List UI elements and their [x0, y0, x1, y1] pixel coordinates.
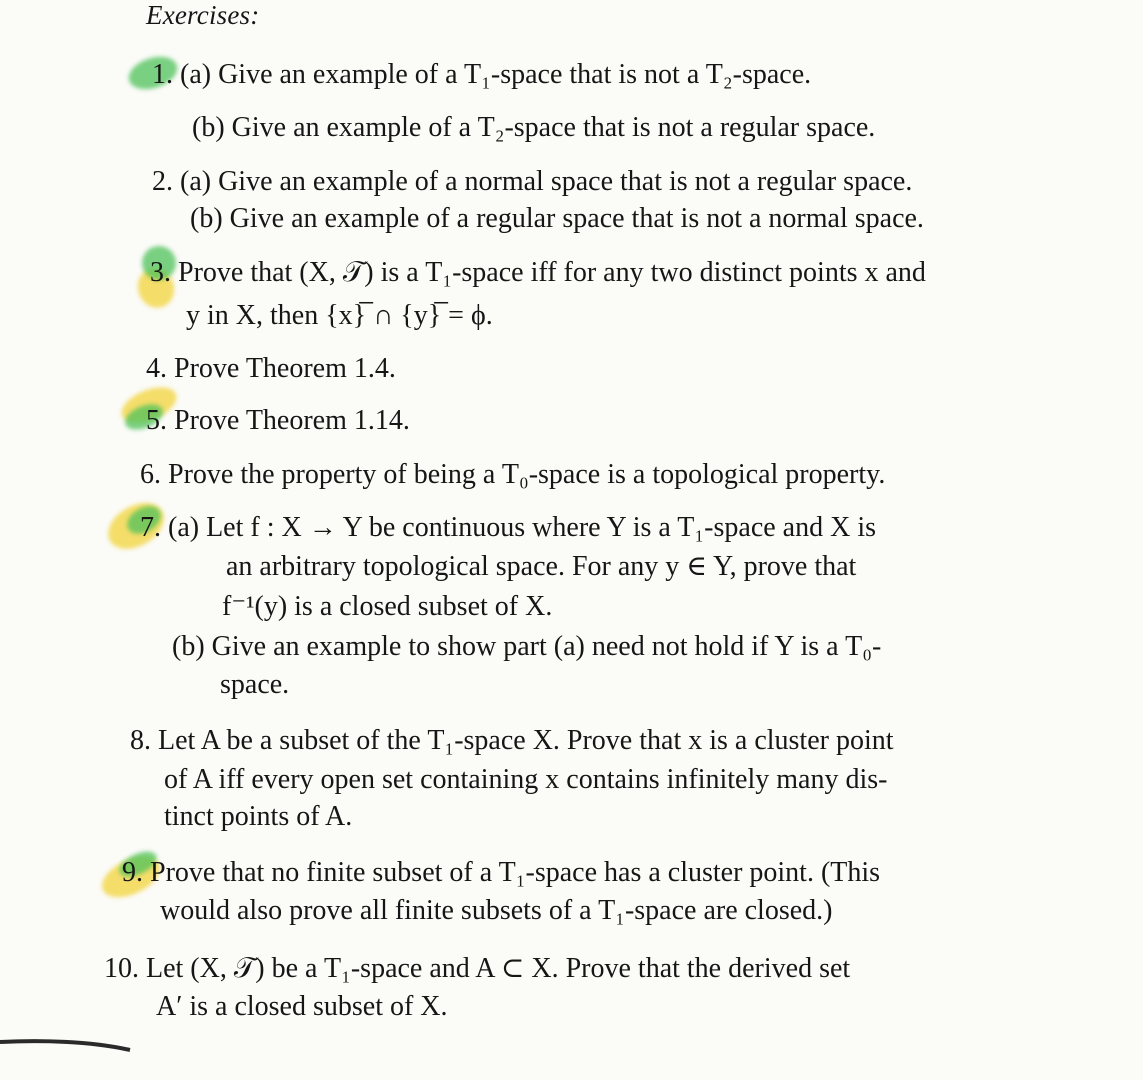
exercise-8c: tinct points of A. [164, 801, 353, 832]
exercise-7d: (b) Give an example to show part (a) need not hold if Y is a T₀- [172, 631, 882, 662]
section-heading: Exercises: [146, 0, 260, 30]
exercise-3a: 3. Prove that (X, 𝒯) is a T₁-space iff for any two distinct points x and [150, 257, 926, 288]
exercise-5: 5. Prove Theorem 1.14. [146, 405, 410, 436]
exercise-10b: A′ is a closed subset of X. [156, 991, 448, 1022]
exercise-10a: 10. Let (X, 𝒯) be a T₁-space and A ⊂ X. Prove that the derived set [104, 953, 851, 984]
exercise-4: 4. Prove Theorem 1.4. [146, 353, 396, 384]
exercise-7e: space. [220, 669, 290, 700]
exercise-2b: (b) Give an example of a regular space that is not a normal space. [190, 203, 924, 234]
exercise-9b: would also prove all finite subsets of a T₁-space are closed.) [160, 895, 833, 926]
exercise-1a: 1. (a) Give an example of a T₁-space that is not a T₂-space. [152, 59, 812, 90]
exercise-8a: 8. Let A be a subset of the T₁-space X. Prove that x is a cluster point [130, 725, 894, 756]
exercise-6: 6. Prove the property of being a T₀-space is a topological property. [140, 459, 886, 490]
exercise-9a: 9. Prove that no finite subset of a T₁-space has a cluster point. (This [122, 857, 881, 888]
exercise-1b: (b) Give an example of a T₂-space that is not a regular space. [192, 112, 876, 143]
exercise-3b: y in X, then {x}̅ ∩ {y}̅ = ϕ. [186, 300, 493, 331]
exercise-7b: an arbitrary topological space. For any y ∈ Y, prove that [226, 551, 857, 582]
exercise-7a: 7. (a) Let f : X → Y be continuous where Y is a T₁-space and X is [140, 512, 876, 543]
exercise-2a: 2. (a) Give an example of a normal space that is not a regular space. [152, 166, 913, 197]
exercise-8b: of A iff every open set containing x contains infinitely many dis- [164, 764, 888, 795]
page-edge-shadow [0, 1038, 135, 1052]
exercise-7c: f⁻¹(y) is a closed subset of X. [222, 591, 553, 622]
